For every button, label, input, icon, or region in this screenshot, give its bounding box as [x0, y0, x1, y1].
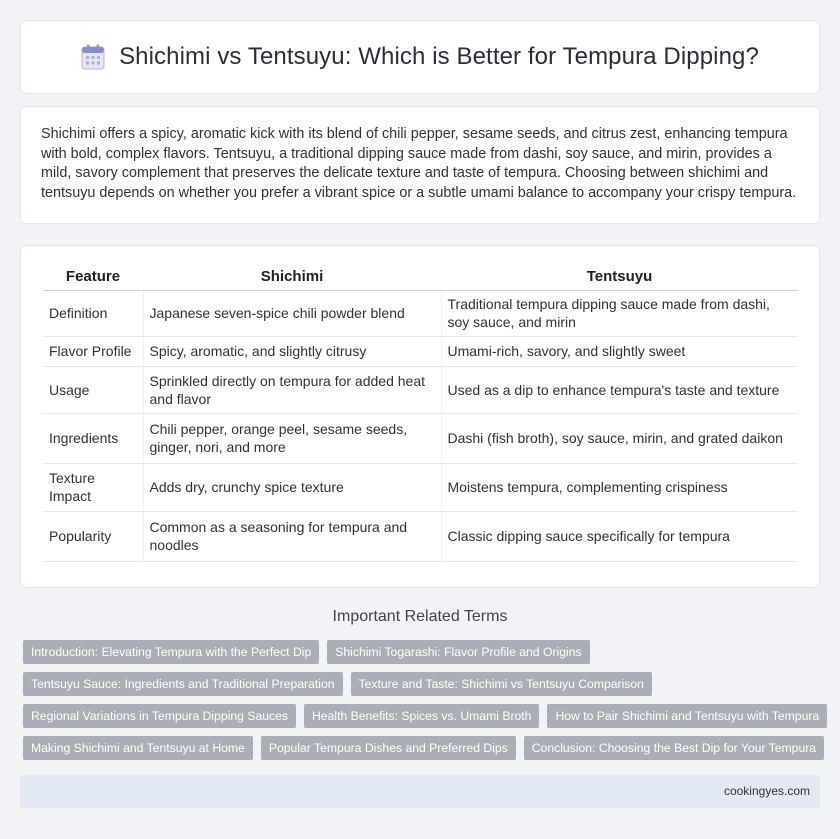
shichimi-cell: Chili pepper, orange peel, sesame seeds, ginger, nori, and more	[143, 413, 441, 463]
feature-cell: Texture Impact	[43, 463, 143, 511]
related-tag[interactable]: Regional Variations in Tempura Dipping Sauces	[23, 704, 296, 728]
table-row	[43, 290, 798, 336]
table-row	[43, 336, 798, 366]
tentsuyu-cell: Moistens tempura, complementing crispiness	[441, 463, 798, 511]
feature-cell: Popularity	[43, 511, 143, 561]
shichimi-cell: Sprinkled directly on tempura for added heat and flavor	[143, 366, 441, 413]
related-tag[interactable]: Making Shichimi and Tentsuyu at Home	[23, 736, 253, 760]
page-title: Shichimi vs Tentsuyu: Which is Better for Tempura Dipping?	[119, 43, 759, 70]
related-terms-tags	[23, 640, 823, 768]
shichimi-cell: Spicy, aromatic, and slightly citrusy	[143, 336, 441, 366]
feature-cell: Definition	[43, 290, 143, 336]
feature-cell: Ingredients	[43, 413, 143, 463]
related-tag[interactable]: Health Benefits: Spices vs. Umami Broth	[304, 704, 539, 728]
comparison-table	[43, 264, 798, 562]
tentsuyu-cell: Classic dipping sauce specifically for tempura	[441, 511, 798, 561]
table-row	[43, 511, 798, 561]
shichimi-cell: Japanese seven-spice chili powder blend	[143, 290, 441, 336]
table-row	[43, 463, 798, 511]
tentsuyu-cell: Used as a dip to enhance tempura's taste and texture	[441, 366, 798, 413]
calendar-icon	[81, 44, 105, 70]
related-tag[interactable]: Tentsuyu Sauce: Ingredients and Traditional Preparation	[23, 672, 343, 696]
tentsuyu-cell: Traditional tempura dipping sauce made from dashi, soy sauce, and mirin	[441, 290, 798, 336]
related-tag[interactable]: Texture and Taste: Shichimi vs Tentsuyu Comparison	[351, 672, 652, 696]
tag-row	[23, 672, 823, 696]
intro-text: Shichimi offers a spicy, aromatic kick with its blend of chili pepper, sesame seeds, and citrus zest, enhancing tempura with bold, complex flavors. Tentsuyu, a traditional dipping sauce made from dashi, soy sauce, and mirin, provides a mild, savory complement that preserves the delicate texture and taste of tempura. Choosing between shichimi and tentsuyu depends on whether you prefer a vibrant spice or a subtle umami balance to accompany your crispy tempura.	[41, 126, 797, 201]
shichimi-cell: Common as a seasoning for tempura and noodles	[143, 511, 441, 561]
tag-row	[23, 640, 823, 664]
tag-row	[23, 736, 823, 760]
header-tentsuyu: Tentsuyu	[441, 264, 798, 290]
header-shichimi: Shichimi	[143, 264, 441, 290]
tentsuyu-cell: Umami-rich, savory, and slightly sweet	[441, 336, 798, 366]
footer-site-link[interactable]: cookingyes.com	[723, 784, 810, 798]
related-tag[interactable]: Introduction: Elevating Tempura with the Perfect Dip	[23, 640, 319, 664]
header-feature: Feature	[43, 264, 143, 290]
table-header-row	[43, 264, 798, 290]
table-row	[43, 413, 798, 463]
related-tag[interactable]: Conclusion: Choosing the Best Dip for Your Tempura	[524, 736, 824, 760]
header-card	[20, 20, 820, 94]
comparison-card	[20, 245, 820, 588]
table-row	[43, 366, 798, 413]
tentsuyu-cell: Dashi (fish broth), soy sauce, mirin, and grated daikon	[441, 413, 798, 463]
feature-cell: Usage	[43, 366, 143, 413]
related-tag[interactable]: How to Pair Shichimi and Tentsuyu with Tempura	[547, 704, 827, 728]
header	[81, 43, 759, 71]
shichimi-cell: Adds dry, crunchy spice texture	[143, 463, 441, 511]
intro-card	[20, 106, 820, 224]
tag-row	[23, 704, 823, 728]
feature-cell: Flavor Profile	[43, 336, 143, 366]
related-tag[interactable]: Shichimi Togarashi: Flavor Profile and Origins	[327, 640, 589, 664]
footer	[20, 775, 820, 808]
related-tag[interactable]: Popular Tempura Dishes and Preferred Dips	[261, 736, 516, 760]
related-terms-title: Important Related Terms	[332, 608, 508, 625]
